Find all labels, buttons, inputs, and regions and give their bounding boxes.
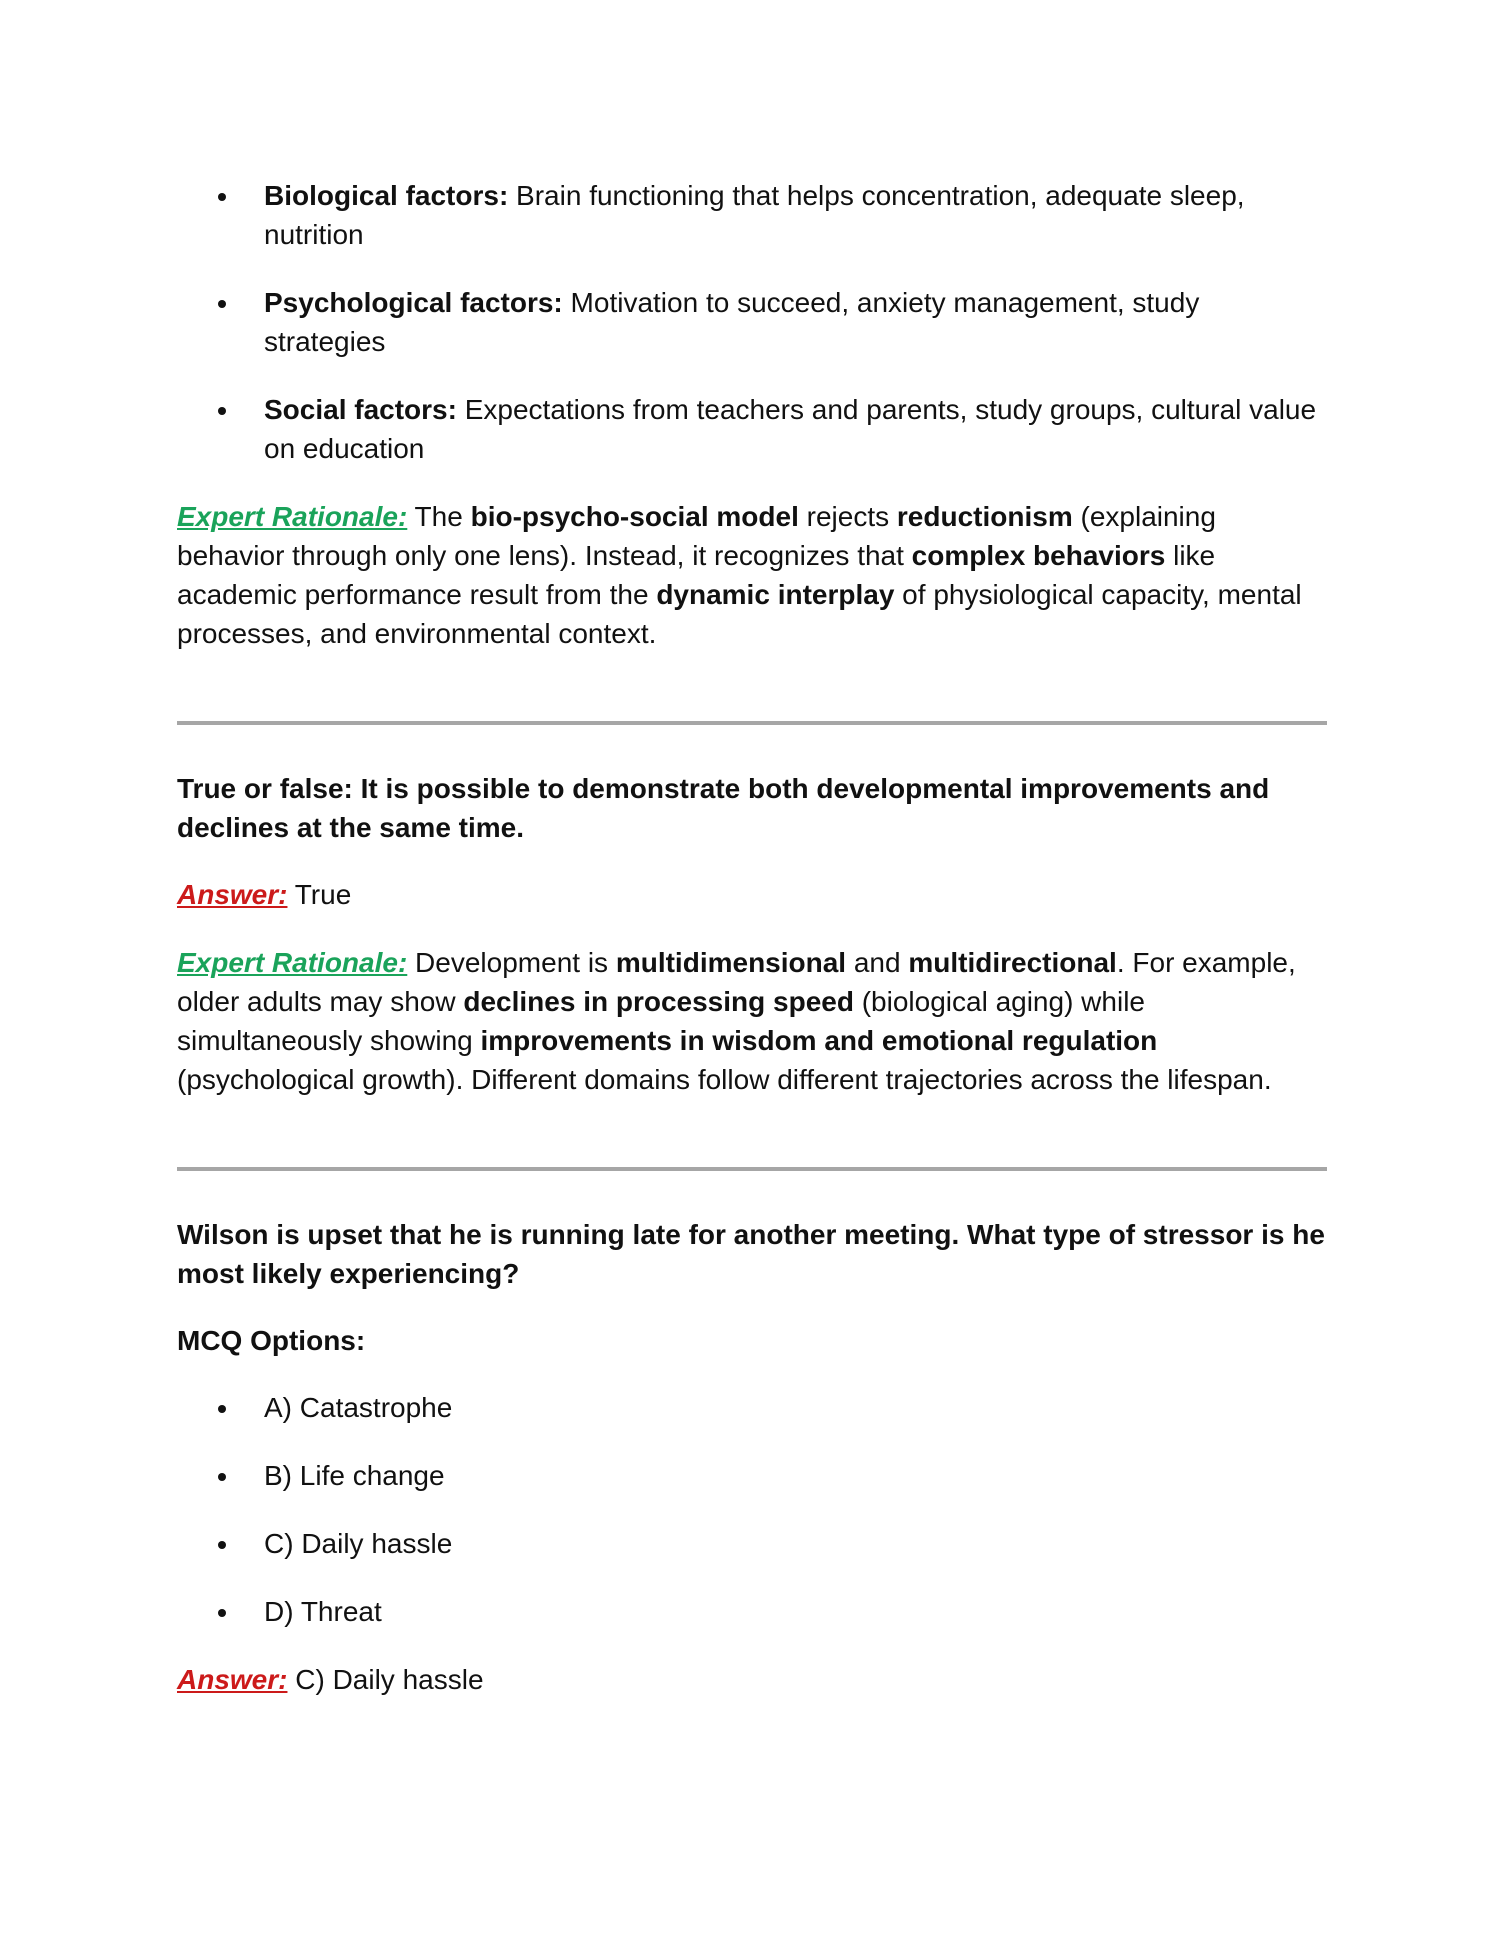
list-item [177, 176, 1327, 254]
rationale-text: (psychological growth). Different domains follow different trajectories across the lifespan. [177, 1064, 1272, 1095]
mcq-option: A) Catastrophe [264, 1392, 453, 1423]
mcq-options-list [177, 1388, 1327, 1631]
rationale-bold: dynamic interplay [656, 579, 895, 610]
factor-text: Motivation to succeed, anxiety management, study strategies [264, 287, 1200, 357]
rationale-bold: reductionism [896, 501, 1073, 532]
bullet-icon [218, 407, 226, 415]
list-item [177, 390, 1327, 468]
expert-rationale-paragraph [177, 497, 1327, 653]
factor-label: Psychological factors: [264, 287, 563, 318]
list-item [177, 1592, 1327, 1631]
list-item [177, 1524, 1327, 1563]
rationale-text: like academic performance result from the [177, 540, 1216, 610]
rationale-bold: multidirectional [908, 947, 1117, 978]
divider-wrap [177, 1128, 1327, 1215]
mcq-option: D) Threat [264, 1596, 382, 1627]
expert-rationale-label: Expert Rationale: [177, 501, 408, 532]
list-item [177, 1388, 1327, 1427]
horizontal-divider [177, 721, 1327, 725]
rationale-text: (explaining behavior through only one lens). Instead, it recognizes that [177, 501, 1216, 571]
list-item [177, 283, 1327, 361]
rationale-bold: complex behaviors [911, 540, 1166, 571]
answer-label: Answer: [177, 879, 288, 910]
divider-wrap [177, 682, 1327, 769]
options-heading: MCQ Options: [177, 1325, 366, 1356]
rationale-bold: improvements in wisdom and emotional regulation [480, 1025, 1158, 1056]
bullet-icon [218, 300, 226, 308]
expert-rationale-paragraph [177, 943, 1327, 1099]
horizontal-divider [177, 1167, 1327, 1171]
factors-list [177, 176, 1327, 468]
rationale-text: (biological aging) while simultaneously showing [177, 986, 1145, 1056]
answer-paragraph [177, 1660, 1327, 1699]
factor-text: Brain functioning that helps concentration, adequate sleep, nutrition [264, 180, 1245, 250]
rationale-text: of physiological capacity, mental processes, and environmental context. [177, 579, 1302, 649]
document-content [177, 176, 1327, 1728]
factor-text: Expectations from teachers and parents, study groups, cultural value on education [264, 394, 1317, 464]
expert-rationale-label: Expert Rationale: [177, 947, 408, 978]
answer-label: Answer: [177, 1664, 288, 1695]
bullet-icon [218, 1473, 226, 1481]
question-text: Wilson is upset that he is running late for another meeting. What type of stressor is he most likely experiencing? [177, 1219, 1325, 1289]
rationale-bold: declines in processing speed [463, 986, 854, 1017]
bullet-icon [218, 1609, 226, 1617]
factor-label: Biological factors: [264, 180, 509, 211]
rationale-text: and [846, 947, 909, 978]
bullet-icon [218, 1541, 226, 1549]
bullet-icon [218, 1405, 226, 1413]
rationale-text: . For example, older adults may show [177, 947, 1296, 1017]
rationale-text: The [407, 501, 471, 532]
answer-text: C) Daily hassle [287, 1664, 484, 1695]
question-text: True or false: It is possible to demonstrate both developmental improvements and declines at the same time. [177, 773, 1270, 843]
mcq-option: B) Life change [264, 1460, 445, 1491]
rationale-text: rejects [798, 501, 897, 532]
bullet-icon [218, 193, 226, 201]
answer-paragraph [177, 875, 1327, 914]
factor-label: Social factors: [264, 394, 457, 425]
rationale-bold: bio-psycho-social model [470, 501, 799, 532]
list-item [177, 1456, 1327, 1495]
answer-text: True [287, 879, 352, 910]
rationale-text: Development is [407, 947, 616, 978]
rationale-bold: multidimensional [615, 947, 847, 978]
mcq-option: C) Daily hassle [264, 1528, 453, 1559]
